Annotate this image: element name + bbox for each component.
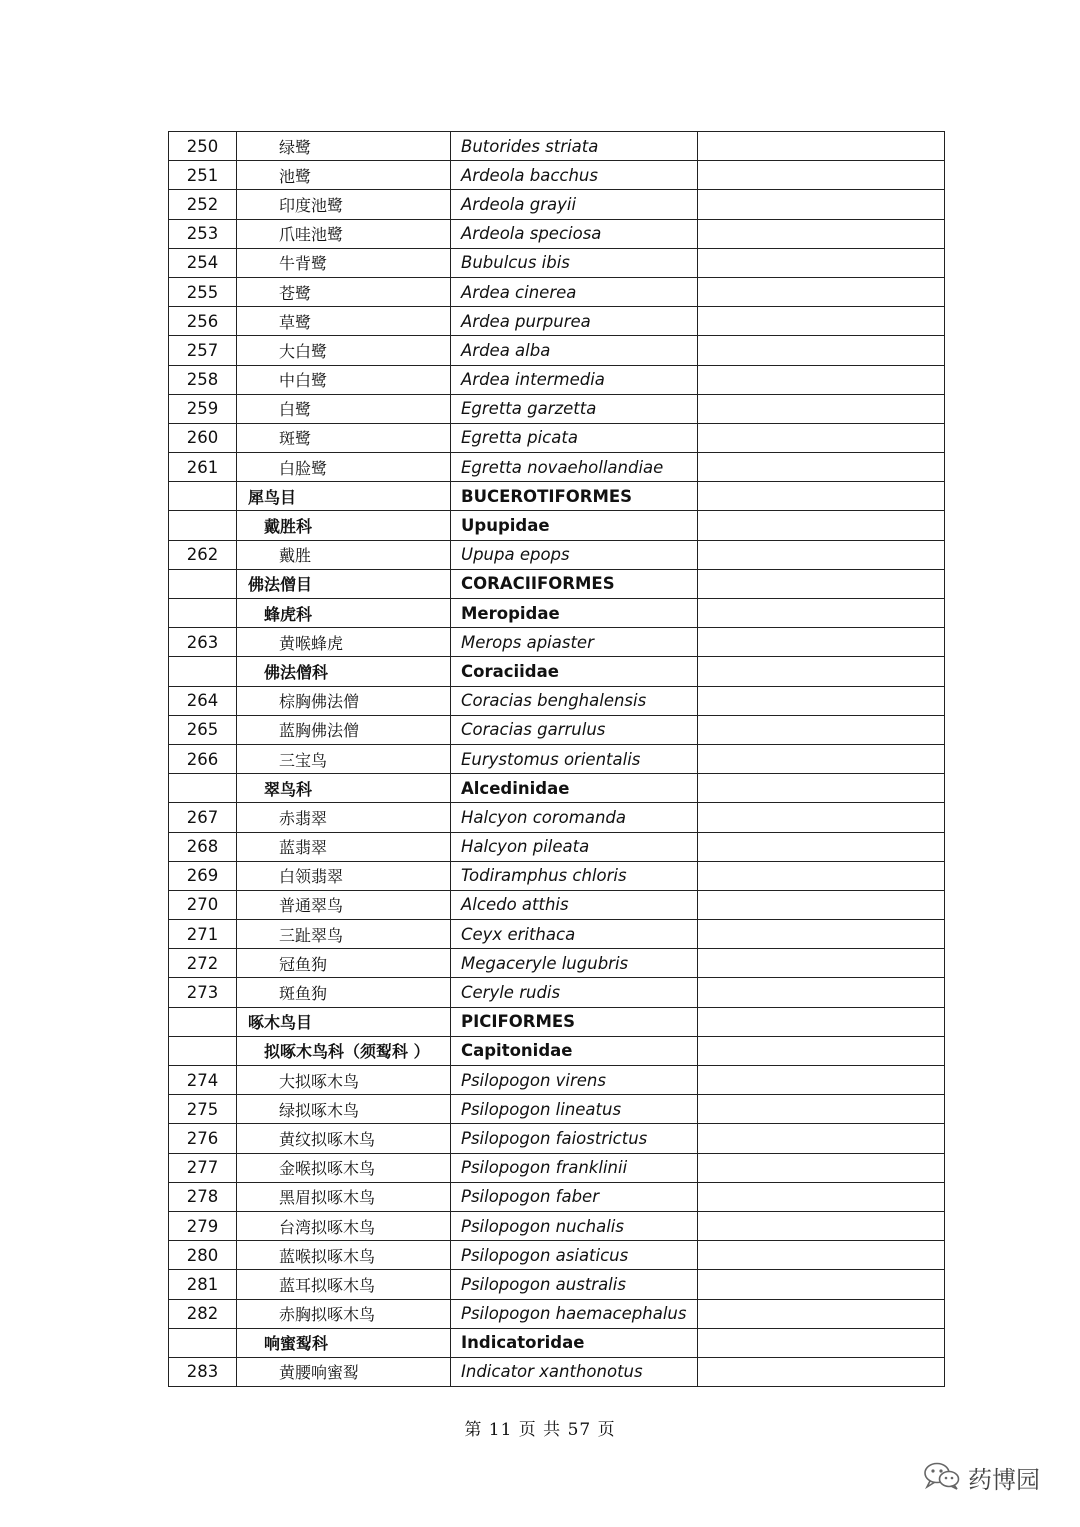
scientific-name: Egretta picata [451,423,698,452]
row-number: 279 [169,1211,237,1240]
chinese-name: 斑鹭 [237,423,451,452]
row-number: 255 [169,277,237,306]
chinese-name: 白鹭 [237,394,451,423]
row-number: 256 [169,307,237,336]
note-cell [698,628,945,657]
chinese-name: 黄腰响蜜䴕 [237,1357,451,1386]
species-row [169,1153,945,1182]
chinese-name: 绿鹭 [237,132,451,161]
scientific-name: PICIFORMES [451,1007,698,1036]
species-row [169,1241,945,1270]
row-number: 261 [169,453,237,482]
scientific-name: Psilopogon franklinii [451,1153,698,1182]
scientific-name: Coracias benghalensis [451,686,698,715]
note-cell [698,569,945,598]
row-number: 250 [169,132,237,161]
row-number: 268 [169,832,237,861]
scientific-name: Egretta novaehollandiae [451,453,698,482]
row-number: 264 [169,686,237,715]
species-row [169,1299,945,1328]
note-cell [698,307,945,336]
watermark [922,1460,1040,1495]
row-number: 258 [169,365,237,394]
note-cell [698,1270,945,1299]
row-number: 251 [169,161,237,190]
note-cell [698,1124,945,1153]
chinese-name: 中白鹭 [237,365,451,394]
chinese-name: 蜂虎科 [237,599,451,628]
row-number: 265 [169,715,237,744]
species-row [169,1182,945,1211]
note-cell [698,715,945,744]
scientific-name: Merops apiaster [451,628,698,657]
species-row [169,832,945,861]
scientific-name: Psilopogon australis [451,1270,698,1299]
scientific-name: Alcedo atthis [451,890,698,919]
species-row [169,686,945,715]
row-number [169,1007,237,1036]
chinese-name: 棕胸佛法僧 [237,686,451,715]
scientific-name: BUCEROTIFORMES [451,482,698,511]
chinese-name: 赤胸拟啄木鸟 [237,1299,451,1328]
species-row [169,453,945,482]
row-number: 263 [169,628,237,657]
chinese-name: 爪哇池鹭 [237,219,451,248]
species-row [169,219,945,248]
family-row [169,657,945,686]
row-number: 280 [169,1241,237,1270]
row-number: 270 [169,890,237,919]
chinese-name: 黄纹拟啄木鸟 [237,1124,451,1153]
scientific-name: Halcyon coromanda [451,803,698,832]
species-row [169,540,945,569]
species-row [169,277,945,306]
species-row [169,161,945,190]
species-row [169,949,945,978]
species-row [169,744,945,773]
species-row [169,715,945,744]
scientific-name: Psilopogon nuchalis [451,1211,698,1240]
note-cell [698,190,945,219]
family-row [169,774,945,803]
chinese-name: 金喉拟啄木鸟 [237,1153,451,1182]
scientific-name: Todiramphus chloris [451,861,698,890]
chinese-name: 蓝胸佛法僧 [237,715,451,744]
scientific-name: Ardea alba [451,336,698,365]
species-row [169,132,945,161]
species-row [169,861,945,890]
order-row [169,482,945,511]
note-cell [698,219,945,248]
note-cell [698,1153,945,1182]
order-row [169,1007,945,1036]
scientific-name: Ardea purpurea [451,307,698,336]
note-cell [698,1066,945,1095]
row-number [169,1036,237,1065]
chinese-name: 三宝鸟 [237,744,451,773]
scientific-name: Psilopogon virens [451,1066,698,1095]
scientific-name: Alcedinidae [451,774,698,803]
row-number: 277 [169,1153,237,1182]
species-row [169,336,945,365]
chinese-name: 犀鸟目 [237,482,451,511]
row-number: 260 [169,423,237,452]
note-cell [698,861,945,890]
scientific-name: Megaceryle lugubris [451,949,698,978]
chinese-name: 蓝翡翠 [237,832,451,861]
scientific-name: Eurystomus orientalis [451,744,698,773]
species-row [169,1124,945,1153]
species-row [169,803,945,832]
chinese-name: 斑鱼狗 [237,978,451,1007]
chinese-name: 草鹭 [237,307,451,336]
scientific-name: Upupa epops [451,540,698,569]
chinese-name: 佛法僧目 [237,569,451,598]
note-cell [698,394,945,423]
chinese-name: 响蜜䴕科 [237,1328,451,1357]
scientific-name: Meropidae [451,599,698,628]
note-cell [698,774,945,803]
row-number: 252 [169,190,237,219]
chinese-name: 大拟啄木鸟 [237,1066,451,1095]
note-cell [698,1007,945,1036]
chinese-name: 黑眉拟啄木鸟 [237,1182,451,1211]
row-number: 271 [169,920,237,949]
row-number [169,599,237,628]
species-row [169,307,945,336]
note-cell [698,277,945,306]
note-cell [698,1211,945,1240]
note-cell [698,423,945,452]
chinese-name: 翠鸟科 [237,774,451,803]
species-row [169,920,945,949]
order-row [169,569,945,598]
note-cell [698,1036,945,1065]
table-body [169,132,945,1387]
species-row [169,628,945,657]
row-number: 282 [169,1299,237,1328]
scientific-name: Coracias garrulus [451,715,698,744]
chinese-name: 苍鹭 [237,277,451,306]
row-number: 253 [169,219,237,248]
row-number: 275 [169,1095,237,1124]
scientific-name: Ardea intermedia [451,365,698,394]
row-number: 267 [169,803,237,832]
row-number: 283 [169,1357,237,1386]
note-cell [698,890,945,919]
chinese-name: 绿拟啄木鸟 [237,1095,451,1124]
note-cell [698,161,945,190]
note-cell [698,511,945,540]
chinese-name: 大白鹭 [237,336,451,365]
row-number [169,1328,237,1357]
row-number: 273 [169,978,237,1007]
wechat-icon [922,1461,962,1495]
note-cell [698,657,945,686]
scientific-name: Indicator xanthonotus [451,1357,698,1386]
species-row [169,248,945,277]
species-table [168,131,945,1387]
chinese-name: 冠鱼狗 [237,949,451,978]
row-number [169,774,237,803]
row-number [169,569,237,598]
chinese-name: 啄木鸟目 [237,1007,451,1036]
note-cell [698,540,945,569]
scientific-name: Ardea cinerea [451,277,698,306]
note-cell [698,132,945,161]
note-cell [698,453,945,482]
row-number: 259 [169,394,237,423]
scientific-name: Indicatoridae [451,1328,698,1357]
scientific-name: Halcyon pileata [451,832,698,861]
row-number [169,511,237,540]
note-cell [698,832,945,861]
chinese-name: 佛法僧科 [237,657,451,686]
family-row [169,1036,945,1065]
scientific-name: Ardeola speciosa [451,219,698,248]
species-row [169,1357,945,1386]
chinese-name: 赤翡翠 [237,803,451,832]
row-number: 262 [169,540,237,569]
species-row [169,365,945,394]
scientific-name: Coraciidae [451,657,698,686]
species-row [169,890,945,919]
species-row [169,190,945,219]
note-cell [698,336,945,365]
scientific-name: Psilopogon asiaticus [451,1241,698,1270]
scientific-name: Psilopogon haemacephalus [451,1299,698,1328]
chinese-name: 池鹭 [237,161,451,190]
chinese-name: 拟啄木鸟科（须䴕科 ） [237,1036,451,1065]
chinese-name: 白领翡翠 [237,861,451,890]
species-row [169,1270,945,1299]
chinese-name: 戴胜科 [237,511,451,540]
note-cell [698,978,945,1007]
species-row [169,978,945,1007]
chinese-name: 三趾翠鸟 [237,920,451,949]
scientific-name: Ardeola bacchus [451,161,698,190]
row-number [169,657,237,686]
scientific-name: Ardeola grayii [451,190,698,219]
family-row [169,1328,945,1357]
row-number: 274 [169,1066,237,1095]
row-number: 254 [169,248,237,277]
scientific-name: Ceryle rudis [451,978,698,1007]
species-row [169,1211,945,1240]
note-cell [698,1299,945,1328]
scientific-name: Upupidae [451,511,698,540]
species-row [169,1066,945,1095]
note-cell [698,365,945,394]
row-number: 266 [169,744,237,773]
note-cell [698,803,945,832]
watermark-text: 药博园 [968,1466,1040,1494]
note-cell [698,686,945,715]
note-cell [698,1182,945,1211]
note-cell [698,248,945,277]
chinese-name: 牛背鹭 [237,248,451,277]
chinese-name: 蓝耳拟啄木鸟 [237,1270,451,1299]
row-number: 278 [169,1182,237,1211]
scientific-name: Butorides striata [451,132,698,161]
chinese-name: 黄喉蜂虎 [237,628,451,657]
species-row [169,1095,945,1124]
note-cell [698,1241,945,1270]
chinese-name: 台湾拟啄木鸟 [237,1211,451,1240]
row-number [169,482,237,511]
note-cell [698,1357,945,1386]
page-number: 第 11 页 共 57 页 [464,1420,616,1440]
species-row [169,423,945,452]
note-cell [698,599,945,628]
scientific-name: Egretta garzetta [451,394,698,423]
chinese-name: 印度池鹭 [237,190,451,219]
chinese-name: 普通翠鸟 [237,890,451,919]
scientific-name: Bubulcus ibis [451,248,698,277]
row-number: 257 [169,336,237,365]
scientific-name: Psilopogon faiostrictus [451,1124,698,1153]
species-row [169,394,945,423]
row-number: 281 [169,1270,237,1299]
row-number: 269 [169,861,237,890]
scientific-name: Psilopogon lineatus [451,1095,698,1124]
scientific-name: CORACIIFORMES [451,569,698,598]
chinese-name: 戴胜 [237,540,451,569]
chinese-name: 蓝喉拟啄木鸟 [237,1241,451,1270]
note-cell [698,920,945,949]
note-cell [698,744,945,773]
row-number: 276 [169,1124,237,1153]
family-row [169,599,945,628]
chinese-name: 白脸鹭 [237,453,451,482]
note-cell [698,949,945,978]
note-cell [698,482,945,511]
scientific-name: Ceyx erithaca [451,920,698,949]
note-cell [698,1095,945,1124]
scientific-name: Capitonidae [451,1036,698,1065]
note-cell [698,1328,945,1357]
scientific-name: Psilopogon faber [451,1182,698,1211]
family-row [169,511,945,540]
row-number: 272 [169,949,237,978]
